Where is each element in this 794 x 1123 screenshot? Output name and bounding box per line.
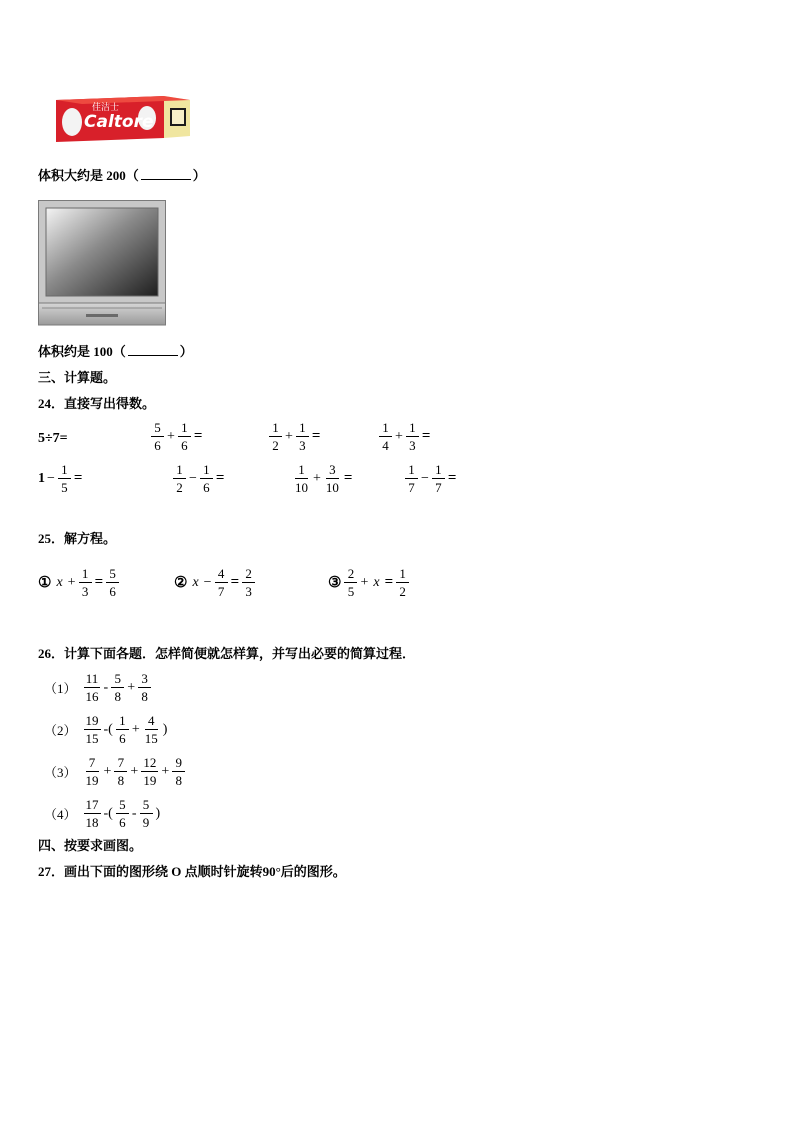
numerator: 4 bbox=[145, 713, 158, 730]
fraction bbox=[405, 462, 418, 495]
operator: + bbox=[360, 574, 369, 590]
numerator: 4 bbox=[215, 566, 228, 583]
circled-number-3: ③ bbox=[328, 575, 342, 591]
q24-title: 24．直接写出得数。 bbox=[38, 396, 156, 411]
circled-number-1: ① bbox=[38, 575, 52, 591]
q25-title: 25．解方程。 bbox=[38, 531, 117, 546]
fraction bbox=[143, 713, 160, 746]
operator: + bbox=[103, 763, 112, 779]
numerator: 1 bbox=[79, 566, 92, 583]
numerator: 1 bbox=[432, 462, 445, 479]
q24-item-1 bbox=[38, 422, 68, 456]
denominator: 8 bbox=[175, 773, 182, 788]
numerator: 9 bbox=[172, 755, 185, 772]
numerator: 5 bbox=[140, 797, 153, 814]
tv-volume-question bbox=[38, 343, 193, 360]
denominator: 4 bbox=[382, 438, 389, 453]
denominator: 6 bbox=[181, 438, 188, 453]
toothpaste-image bbox=[52, 94, 194, 144]
denominator: 6 bbox=[119, 731, 126, 746]
numerator: 17 bbox=[85, 797, 99, 812]
operator: + bbox=[127, 679, 136, 695]
fraction bbox=[84, 797, 101, 830]
fraction bbox=[116, 713, 129, 746]
denominator: 3 bbox=[409, 438, 416, 453]
fraction bbox=[173, 462, 186, 495]
problem-label: （4） bbox=[44, 807, 77, 822]
tv-unit-blank[interactable] bbox=[128, 343, 178, 356]
numerator: 1 bbox=[269, 420, 282, 437]
equals-sign: = bbox=[230, 574, 240, 590]
fraction bbox=[296, 420, 309, 453]
q26-problem-3 bbox=[44, 755, 186, 788]
numerator: 2 bbox=[242, 566, 255, 583]
numerator: 7 bbox=[86, 755, 99, 772]
fraction bbox=[172, 755, 185, 788]
operator: + bbox=[67, 574, 76, 590]
numerator: 1 bbox=[295, 462, 308, 479]
circled-number-2: ② bbox=[174, 575, 188, 591]
toothpaste-volume-question bbox=[38, 167, 206, 184]
equals-sign: = bbox=[73, 470, 83, 486]
fraction bbox=[84, 755, 101, 788]
numerator: 11 bbox=[85, 671, 99, 686]
numerator: 7 bbox=[114, 755, 127, 772]
tv-volume-prefix: 体积约是 100（ bbox=[38, 344, 126, 359]
q24-item-8 bbox=[404, 462, 458, 495]
denominator: 8 bbox=[114, 689, 121, 704]
fraction bbox=[379, 420, 392, 453]
operator: − bbox=[47, 470, 55, 486]
tv-image bbox=[38, 200, 166, 326]
tv-drawing bbox=[38, 200, 166, 326]
numerator: 3 bbox=[326, 462, 339, 479]
operator: + bbox=[131, 721, 140, 737]
fraction bbox=[344, 566, 357, 599]
denominator: 5 bbox=[61, 480, 68, 495]
operator: -( bbox=[103, 721, 113, 737]
fraction bbox=[114, 755, 127, 788]
fraction bbox=[116, 797, 129, 830]
toothpaste-volume-suffix: ） bbox=[192, 168, 206, 183]
fraction bbox=[58, 462, 71, 495]
q24-item-3 bbox=[268, 420, 322, 453]
operator: + bbox=[285, 428, 293, 444]
equals-sign: = bbox=[311, 428, 321, 444]
operator: − bbox=[421, 470, 429, 486]
toothpaste-brand: Caltore bbox=[84, 112, 154, 132]
denominator: 2 bbox=[176, 480, 183, 495]
fraction bbox=[178, 420, 191, 453]
q25-equation-1 bbox=[38, 566, 120, 599]
equals-sign: = bbox=[421, 428, 431, 444]
denominator: 7 bbox=[435, 480, 442, 495]
denominator: 6 bbox=[109, 584, 116, 599]
operator: + bbox=[130, 763, 139, 779]
variable-x: x bbox=[192, 574, 199, 590]
q24-item-1-text: 5÷7= bbox=[38, 431, 68, 446]
denominator: 7 bbox=[217, 584, 225, 599]
denominator: 8 bbox=[117, 773, 125, 788]
fraction bbox=[138, 671, 151, 704]
equals-sign: = bbox=[193, 428, 203, 444]
denominator: 9 bbox=[142, 815, 150, 830]
variable-x: x bbox=[56, 574, 63, 590]
equals-sign: = bbox=[343, 470, 353, 486]
fraction bbox=[151, 420, 164, 453]
numerator: 5 bbox=[151, 420, 164, 437]
denominator: 10 bbox=[295, 480, 308, 495]
operator: + bbox=[161, 763, 170, 779]
operator: + bbox=[313, 470, 321, 486]
denominator: 2 bbox=[272, 438, 279, 453]
operator: -( bbox=[103, 805, 113, 821]
numerator: 1 bbox=[406, 420, 419, 437]
q24-item-5 bbox=[38, 462, 84, 495]
fraction bbox=[269, 420, 282, 453]
fraction bbox=[293, 462, 310, 495]
equals-sign: = bbox=[215, 470, 225, 486]
denominator: 15 bbox=[144, 731, 158, 746]
fraction bbox=[215, 566, 228, 599]
denominator: 19 bbox=[85, 773, 99, 788]
denominator: 10 bbox=[325, 480, 339, 495]
numerator: 5 bbox=[111, 671, 124, 688]
denominator: 16 bbox=[85, 689, 99, 704]
equals-sign: = bbox=[447, 470, 457, 486]
q24-item-6 bbox=[172, 462, 226, 495]
numerator: 1 bbox=[116, 713, 129, 730]
fraction bbox=[106, 566, 119, 599]
q25-equation-2 bbox=[174, 566, 256, 599]
numerator: 1 bbox=[178, 420, 191, 437]
fraction bbox=[141, 755, 158, 788]
fraction bbox=[84, 671, 101, 704]
fraction bbox=[406, 420, 419, 453]
toothpaste-unit-blank[interactable] bbox=[141, 167, 191, 180]
q26-title: 26．计算下面各题．怎样简便就怎样算，并写出必要的简算过程． bbox=[38, 646, 416, 661]
toothpaste-volume-prefix: 体积大约是 200（ bbox=[38, 168, 139, 183]
fraction bbox=[242, 566, 255, 599]
operator: + bbox=[167, 428, 175, 444]
numerator: 1 bbox=[396, 566, 409, 583]
q24-item-2 bbox=[150, 420, 204, 453]
problem-label: （1） bbox=[44, 681, 77, 696]
fraction bbox=[432, 462, 445, 495]
whole-number: 1 bbox=[38, 470, 45, 486]
numerator: 1 bbox=[296, 420, 309, 437]
denominator: 3 bbox=[81, 584, 89, 599]
fraction bbox=[79, 566, 92, 599]
numerator: 1 bbox=[58, 462, 71, 479]
q26-problem-1 bbox=[44, 671, 152, 704]
numerator: 1 bbox=[379, 420, 392, 437]
denominator: 6 bbox=[119, 815, 126, 830]
numerator: 2 bbox=[344, 566, 357, 583]
denominator: 18 bbox=[85, 815, 99, 830]
q25-equation-3 bbox=[328, 566, 410, 599]
toothpaste-brand-cn: 佳洁士 bbox=[92, 103, 120, 113]
fraction bbox=[324, 462, 341, 495]
numerator: 1 bbox=[200, 462, 213, 479]
close-paren: ) bbox=[162, 721, 168, 737]
q26-problem-2 bbox=[44, 713, 169, 746]
denominator: 3 bbox=[245, 584, 252, 599]
denominator: 3 bbox=[299, 438, 306, 453]
variable-x: x bbox=[373, 574, 380, 590]
numerator: 12 bbox=[143, 755, 157, 770]
fraction bbox=[200, 462, 213, 495]
operator: - bbox=[131, 805, 137, 821]
fraction bbox=[84, 713, 101, 746]
operator: - bbox=[103, 679, 109, 695]
denominator: 6 bbox=[203, 480, 210, 495]
fraction bbox=[396, 566, 409, 599]
denominator: 15 bbox=[85, 731, 99, 746]
operator: − bbox=[189, 470, 197, 486]
numerator: 3 bbox=[138, 671, 151, 688]
equals-sign: = bbox=[94, 574, 104, 590]
section-4-heading: 四、按要求画图。 bbox=[38, 838, 143, 853]
close-paren: ) bbox=[155, 805, 161, 821]
denominator: 7 bbox=[408, 480, 415, 495]
fraction bbox=[140, 797, 153, 830]
tv-volume-suffix: ） bbox=[179, 344, 193, 359]
section-3-heading: 三、计算题。 bbox=[38, 370, 117, 385]
equals-sign: = bbox=[384, 574, 394, 590]
numerator: 1 bbox=[405, 462, 418, 479]
numerator: 19 bbox=[85, 713, 99, 728]
numerator: 5 bbox=[116, 797, 129, 814]
denominator: 5 bbox=[347, 584, 355, 599]
operator: + bbox=[395, 428, 403, 444]
denominator: 6 bbox=[154, 438, 161, 453]
problem-label: （3） bbox=[44, 765, 77, 780]
fraction bbox=[111, 671, 124, 704]
denominator: 2 bbox=[399, 584, 406, 599]
operator: − bbox=[203, 574, 212, 590]
q24-item-7 bbox=[292, 462, 354, 495]
denominator: 19 bbox=[143, 773, 157, 788]
q27-title: 27．画出下面的图形绕 O 点顺时针旋转90°后的图形。 bbox=[38, 864, 346, 879]
numerator: 1 bbox=[173, 462, 186, 479]
numerator: 5 bbox=[106, 566, 119, 583]
problem-label: （2） bbox=[44, 723, 77, 738]
denominator: 8 bbox=[141, 689, 148, 704]
q26-problem-4 bbox=[44, 797, 162, 830]
q24-item-4 bbox=[378, 420, 432, 453]
